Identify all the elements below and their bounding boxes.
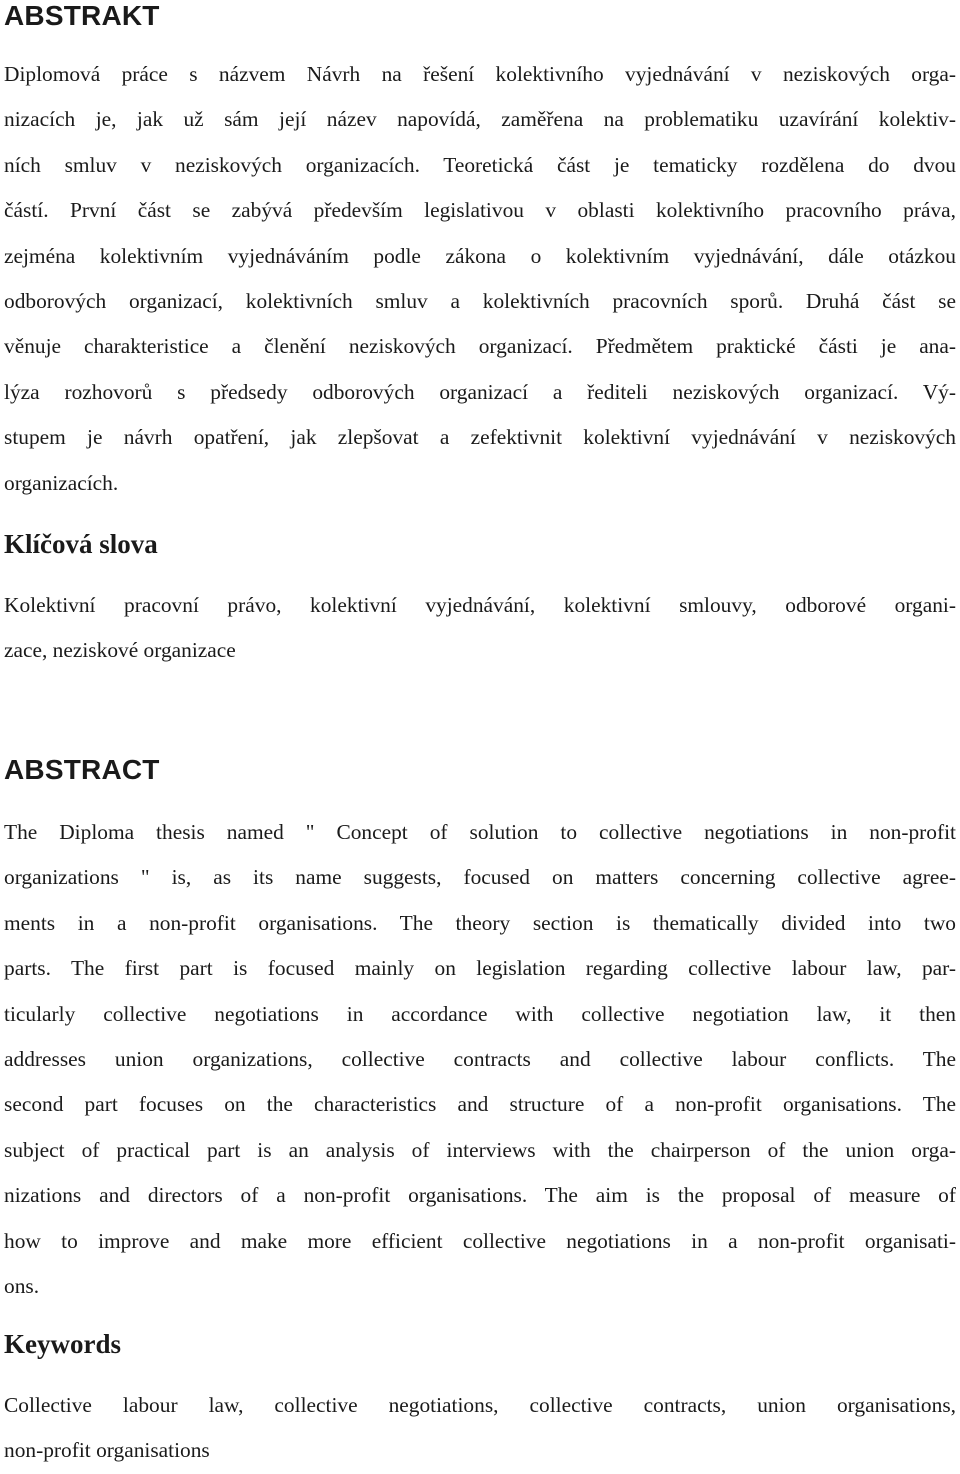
text-line: non-profit organisations xyxy=(4,1438,210,1463)
text-line: organizations " is, as its name suggests, focused on matters concerning collective agree- xyxy=(4,865,956,890)
text-line: odborových organizací, kolektivních smluv a kolektivních pracovních sporů. Druhá část se xyxy=(4,289,956,314)
text-line: zejména kolektivním vyjednáváním podle zákona o kolektivním vyjednávání, dále otázkou xyxy=(4,243,956,268)
text-line: nizations and directors of a non-profit organisations. The aim is the proposal of measure of xyxy=(4,1183,956,1208)
abstract-heading: ABSTRACT xyxy=(4,754,160,785)
text-line: Diplomová práce s názvem Návrh na řešení kolektivního vyjednávání v neziskových orga- xyxy=(4,62,956,86)
text-line: ních smluv v neziskových organizacích. Teoretická část je tematicky rozdělena do dvou xyxy=(4,152,956,177)
klicova-slova-paragraph xyxy=(4,583,956,674)
text-line: Collective labour law, collective negotiations, collective contracts, union organisations, xyxy=(4,1393,956,1417)
text-line: addresses union organizations, collective contracts and collective labour conflicts. The xyxy=(4,1047,956,1072)
text-line: organizacích. xyxy=(4,470,119,495)
text-line: stupem je návrh opatření, jak zlepšovat a zefektivnit kolektivní vyjednávání v neziskových xyxy=(4,425,956,450)
text-line: ticularly collective negotiations in accordance with collective negotiation law, it then xyxy=(4,1001,956,1026)
text-line: ments in a non-profit organisations. The theory section is thematically divided into two xyxy=(4,910,956,935)
text-line: ons. xyxy=(4,1274,40,1299)
text-line: Kolektivní pracovní právo, kolektivní vyjednávání, kolektivní smlouvy, odborové organi- xyxy=(4,593,956,617)
text-line: lýza rozhovorů s předsedy odborových organizací a řediteli neziskových organizací. Vý- xyxy=(4,379,956,404)
text-line: how to improve and make more efficient collective negotiations in a non-profit organisati- xyxy=(4,1228,956,1253)
abstrakt-heading: ABSTRAKT xyxy=(4,0,160,31)
text-line: nizacích je, jak už sám její název napovídá, zaměřena na problematiku uzavírání kolektiv- xyxy=(4,107,956,132)
keywords-heading: Keywords xyxy=(4,1329,121,1359)
text-line: parts. The first part is focused mainly on legislation regarding collective labour law, par- xyxy=(4,956,956,981)
text-line: věnuje charakteristice a členění neziskových organizací. Předmětem praktické části je ana- xyxy=(4,334,956,359)
text-line: The Diploma thesis named " Concept of solution to collective negotiations in non-profit xyxy=(4,820,956,844)
keywords-paragraph xyxy=(4,1383,956,1474)
klicova-slova-heading: Klíčová slova xyxy=(4,529,158,559)
text-line: částí. První část se zabývá především legislativou v oblasti kolektivního pracovního práva, xyxy=(4,198,956,223)
text-line: zace, neziskové organizace xyxy=(4,638,236,663)
text-line: second part focuses on the characteristics and structure of a non-profit organisations. The xyxy=(4,1092,956,1117)
text-line: subject of practical part is an analysis of interviews with the chairperson of the union orga- xyxy=(4,1137,956,1162)
abstrakt-paragraph xyxy=(4,52,956,506)
abstract-paragraph xyxy=(4,810,956,1309)
